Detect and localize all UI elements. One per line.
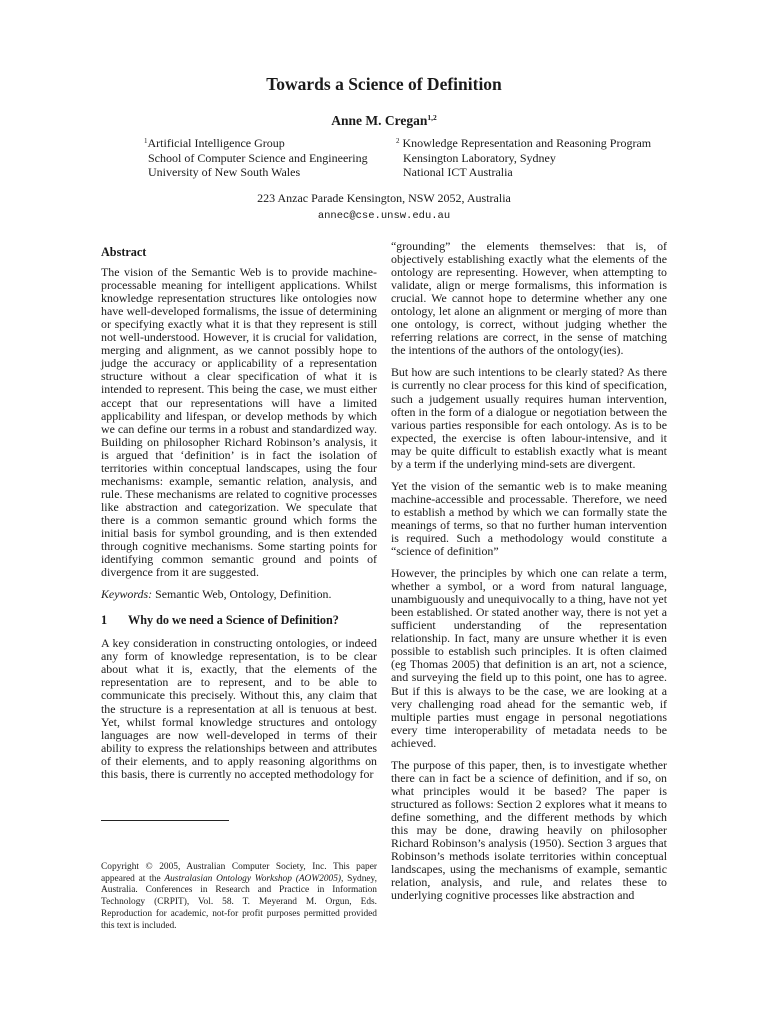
affiliation-1-text-1: Artificial Intelligence Group [147,136,285,150]
right-paragraph-3: Yet the vision of the semantic web is to make meaning machine-accessible and processable. Therefore, we need to establish a method by which we can formally state the meanings of terms, so that no further human intervention is required. Such a methodology would constitute a “science of definition” [391,478,667,559]
affiliation-1-line-2: School of Computer Science and Engineering [148,150,368,165]
section-1-heading [101,614,377,627]
author-line [0,113,768,129]
footnote-divider [101,820,229,821]
keywords-text: Semantic Web, Ontology, Definition. [155,587,332,602]
copyright-footnote [101,862,377,932]
keywords-line: Keywords: Semantic Web, Ontology, Definition. [101,587,332,602]
affiliation-2-text-1: Knowledge Representation and Reasoning Program [402,136,652,150]
paper-title: Towards a Science of Definition [266,74,502,94]
affiliation-1 [144,134,368,180]
workshop-name: Australasian Ontology Workshop (AOW2005) [164,873,341,884]
right-paragraph-1: “grounding” the elements themselves: that is, of objectively establishing exactly what the elements of the ontology are representing. However, when attempting to validate, align or merge formalisms, this information is crucial. We cannot hope to determine whether any one ontology, let alone an alignment or merging of more than one ontology, is correct, without judging whether the referring relations are correct, in the sense of matching the intentions of the authors of the ontology(ies). [391,239,667,358]
section-1-number: 1 [101,613,108,628]
keywords-label: Keywords [101,587,149,602]
right-paragraph-2: But how are such intentions to be clearly stated? As there is currently no clear process for this kind of specification, such a judgement usually requires human intervention, often in the form of a dialogue or negotiation between the various parties responsible for each ontology. As is to be expected, the exercise is often labour-intensive, and it may be quite difficult to establish exactly what is meant by a term if the underlying mind-sets are divergent. [391,365,667,471]
left-column [101,246,377,790]
author-superscript: 1,2 [427,113,437,122]
author-name: Anne M. Cregan [331,113,428,128]
copyright-text-end: , Sydney, Australia. Conferences in Research and Practice in Information Technology (CRPIT), Vol. 58. T. Meyerand M. Orgun, Eds. Reproduction for academic, not-for profit purposes permitted provided this text is included. [101,873,377,931]
affiliation-2-line-3: National ICT Australia [403,165,513,179]
section-1-paragraph: A key consideration in constructing ontologies, or indeed any form of knowledge representation, is to be clear about what it is, exactly, that the elements of the representation are to represent, and to be able to communicate this precisely. Without this, any claim that the structure is a representation at all is tenuous at best. Yet, whilst formal knowledge structures and ontology languages are now well-developed in terms of their ability to express the relationships between and attributes of their elements, and to apply reasoning algorithms on this basis, there is currently no accepted methodology for [101,636,377,781]
affiliation-2-marker: 2 [396,137,400,145]
postal-address: 223 Anzac Parade Kensington, NSW 2052, Australia [257,191,511,205]
author-email: annec@cse.unsw.edu.au [317,210,451,222]
affiliation-1-line-1 [144,134,368,151]
right-column [391,240,667,911]
abstract-paragraph: The vision of the Semantic Web is to provide machine-processable meaning for intelligent applications. Whilst knowledge representation structures like ontologies now have well-developed formalisms, the issue of determining or specifying exactly what it is that they represent is still not well-understood. However, it is crucial for validation, merging and alignment, as we cannot possibly hope to judge the accuracy or applicability of a representation structure without a clear specification of what it is intended to represent. This being the case, we must either accept that our representations will have a limited applicability and lifespan, or develop methods by which we can define our terms in a robust and standardized way. Building on philosopher Richard Robinson’s analysis, it is argued that ‘definition’ is in fact the isolation of territories within conceptual landscapes, using the four mechanisms: example, semantic relation, analysis, and rule. These mechanisms are related to cognitive processes like abstraction and categorization. We speculate that there is a common semantic ground which forms the initial basis for symbol grounding, and is then extended through cognitive mechanisms. Some starting points for identifying common semantic ground and points of divergence from it are suggested. [101,265,377,580]
right-paragraph-4: However, the principles by which one can relate a term, whether a symbol, or a word from natural language, unambiguously and unequivocally to a thing, have not yet been established. Or stated another way, there is not yet a sufficient understanding of the representation relationship. In fact, many are unsure whether it is even possible to establish such principles. It is often claimed (eg Thomas 2005) that definition is an art, not a science, and surveying the field up to this point, one has to agree. But if this is always to be the case, we are looking at a very challenging road ahead for the semantic web, if multiple parties must engage in personal negotiations every time interoperability of metadata needs to be achieved. [391,566,667,750]
affiliation-1-line-3: University of New South Wales [148,165,301,179]
affiliation-2-line-2: Kensington Laboratory, Sydney [403,150,556,165]
abstract-heading: Abstract [101,245,147,259]
right-paragraph-5: The purpose of this paper, then, is to investigate whether there can in fact be a science of definition, and if so, on what principles would it be based? The paper is structured as follows: Section 2 explores what it means to define something, and the different methods by which this may be done, drawing heavily on philosopher Richard Robinson’s analysis (1950). Section 3 argues that Robinson’s methods isolate territories within conceptual landscapes, using the mechanisms of example, semantic relation, analysis, and rule, and relates these to underlying cognitive processes like abstraction and [391,757,667,903]
affiliation-1-marker: 1 [144,137,148,145]
copyright-text-start: Copyright © 2005, Australian Computer Society, Inc. This paper appeared at the [101,862,377,884]
affiliation-2-line-1 [396,134,651,151]
section-1-title: Why do we need a Science of Definition? [128,613,339,628]
affiliation-2 [396,134,651,180]
